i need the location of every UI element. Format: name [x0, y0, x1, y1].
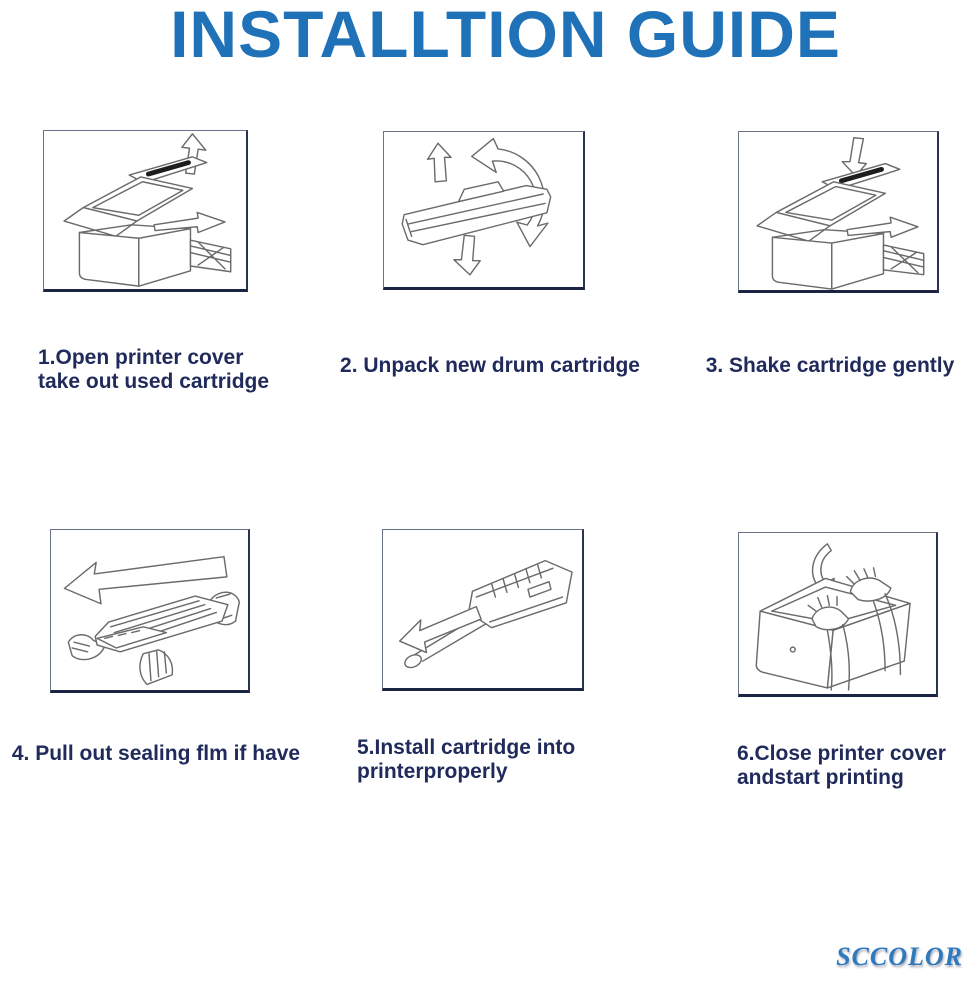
step-6-caption-line-1: 6.Close printer cover — [737, 742, 946, 765]
cartridge-sealing-tape-left-arrow-illustration — [383, 530, 582, 688]
step-6-figure — [738, 532, 938, 697]
printer-open-cover-up-arrow-illustration — [44, 131, 246, 289]
step-1-caption-line-1: 1.Open printer cover — [38, 346, 244, 369]
step-2-caption — [320, 354, 660, 378]
step-1-caption — [38, 346, 269, 394]
hands-closing-printer-cover-illustration — [739, 533, 936, 694]
step-3-caption-line-1: 3. Shake cartridge gently — [705, 354, 955, 377]
step-4-caption — [0, 742, 312, 766]
step-1-caption-line-2: take out used cartridge — [38, 370, 270, 393]
page-title: INSTALLTION GUIDE — [170, 0, 841, 71]
step-3-figure — [738, 131, 939, 293]
drum-cartridge-shake-arrows-illustration — [384, 132, 583, 287]
step-6-caption-line-2: andstart printing — [737, 766, 904, 789]
step-2-figure — [383, 131, 585, 290]
step-2-caption-line-1: 2. Unpack new drum cartridge — [340, 354, 640, 377]
step-1-figure — [43, 130, 248, 292]
step-5-caption-line-2: printerproperly — [357, 760, 508, 783]
step-4-figure — [50, 529, 250, 693]
printer-open-cover-down-arrow-illustration — [739, 132, 937, 290]
step-6-caption — [737, 742, 946, 790]
step-5-caption-line-1: 5.Install cartridge into — [357, 736, 576, 759]
step-5-caption — [357, 736, 575, 784]
hands-pulling-cartridge-left-arrow-illustration — [51, 530, 248, 690]
step-4-caption-line-1: 4. Pull out sealing flm if have — [11, 742, 301, 765]
brand-logo-text: SCCOLOR — [836, 942, 963, 971]
step-3-caption — [690, 354, 970, 378]
step-5-figure — [382, 529, 584, 691]
